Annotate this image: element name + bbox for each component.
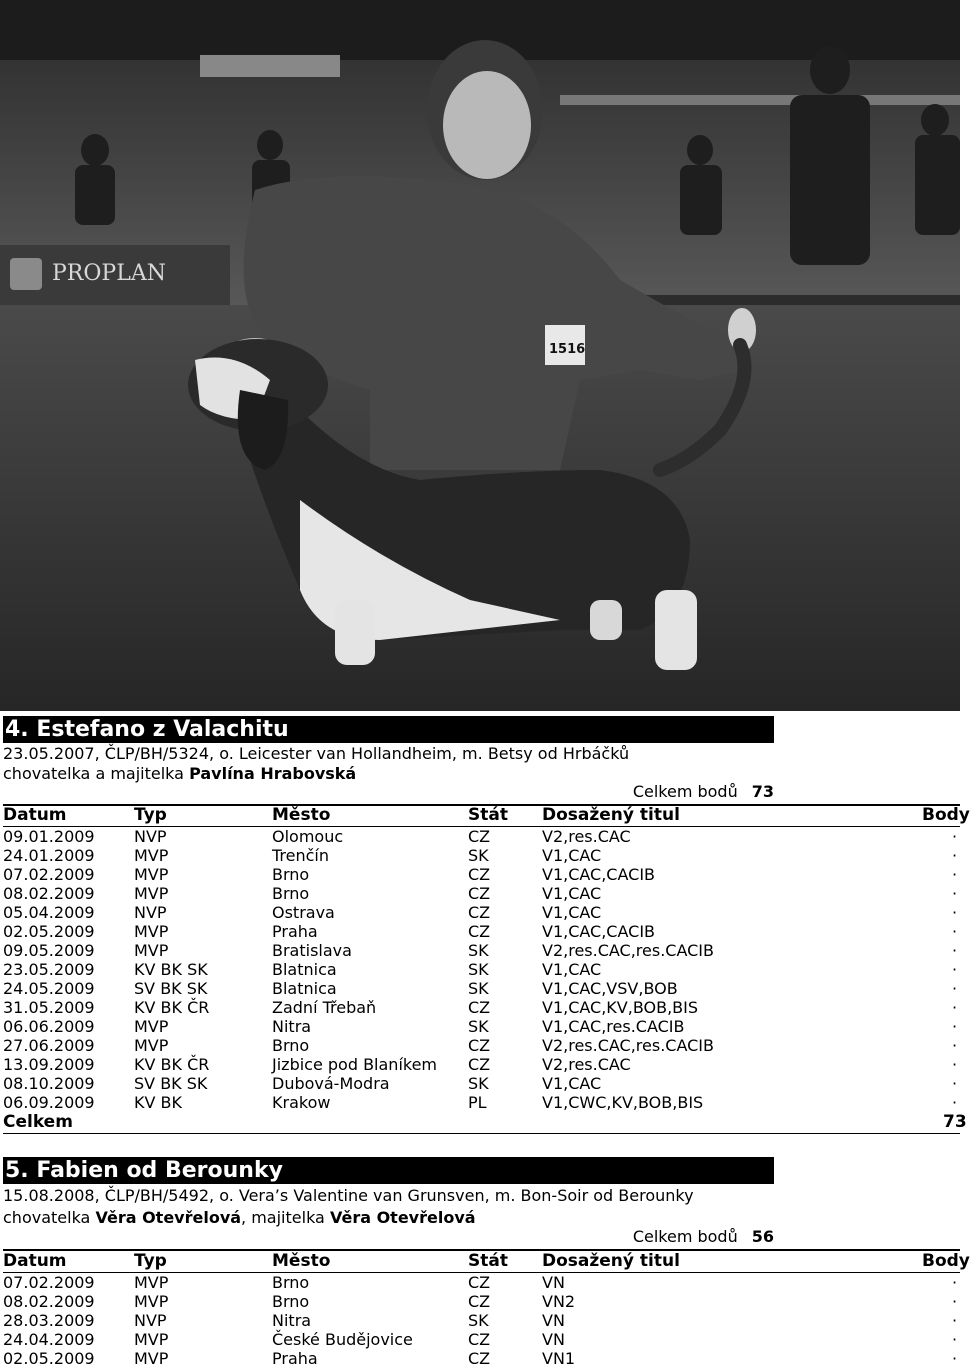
sum-row bbox=[0, 1112, 967, 1132]
cell-mesto: Trenčín bbox=[272, 846, 330, 865]
cell-mesto: Nitra bbox=[272, 1017, 312, 1036]
table-row bbox=[0, 998, 960, 1017]
cell-body-cut: · bbox=[952, 1311, 958, 1330]
cell-mesto: Blatnica bbox=[272, 979, 337, 998]
col-header-datum: Datum bbox=[3, 1251, 67, 1271]
cell-stat: CZ bbox=[468, 1036, 491, 1055]
cell-titul: V1,CAC bbox=[542, 960, 602, 979]
table-row bbox=[0, 1036, 960, 1055]
entry-title: 5. Fabien od Berounky bbox=[3, 1157, 774, 1184]
cell-titul: V1,CAC bbox=[542, 884, 602, 903]
cell-mesto: Ostrava bbox=[272, 903, 335, 922]
cell-body-cut: · bbox=[952, 827, 958, 846]
cell-mesto: Dubová-Modra bbox=[272, 1074, 390, 1093]
cell-titul: V2,res.CAC,res.CACIB bbox=[542, 1036, 714, 1055]
cell-titul: VN bbox=[542, 1273, 565, 1292]
cell-body-cut: · bbox=[952, 979, 958, 998]
cell-stat: SK bbox=[468, 1017, 489, 1036]
cell-mesto: Brno bbox=[272, 1292, 310, 1311]
entry-title: 4. Estefano z Valachitu bbox=[3, 716, 774, 743]
sum-label: Celkem bbox=[3, 1112, 73, 1132]
cell-mesto: Nitra bbox=[272, 1311, 312, 1330]
cell-titul: VN bbox=[542, 1330, 565, 1349]
cell-typ: MVP bbox=[134, 1273, 169, 1292]
table-row bbox=[0, 827, 960, 846]
entry-info bbox=[3, 744, 629, 764]
cell-typ: NVP bbox=[134, 1311, 167, 1330]
cell-titul: V2,res.CAC bbox=[542, 827, 631, 846]
entry-info bbox=[3, 1186, 694, 1206]
cell-body-cut: · bbox=[952, 1093, 958, 1112]
cell-stat: SK bbox=[468, 846, 489, 865]
col-header-typ: Typ bbox=[134, 1251, 167, 1271]
cell-mesto: Brno bbox=[272, 1273, 310, 1292]
sum-bottom-rule bbox=[3, 1133, 960, 1134]
cell-datum: 08.02.2009 bbox=[3, 1292, 95, 1311]
cell-titul: V1,CAC,VSV,BOB bbox=[542, 979, 678, 998]
cell-body-cut: · bbox=[952, 1330, 958, 1349]
cell-titul: V1,CAC bbox=[542, 846, 602, 865]
cell-mesto: Jizbice pod Blaníkem bbox=[272, 1055, 438, 1074]
cell-datum: 24.04.2009 bbox=[3, 1330, 95, 1349]
table-row bbox=[0, 1017, 960, 1036]
cell-mesto: Praha bbox=[272, 922, 318, 941]
cell-stat: CZ bbox=[468, 922, 491, 941]
table-row bbox=[0, 960, 960, 979]
cell-datum: 23.05.2009 bbox=[3, 960, 95, 979]
cell-body-cut: · bbox=[952, 1074, 958, 1093]
table-row bbox=[0, 1074, 960, 1093]
cell-datum: 06.09.2009 bbox=[3, 1093, 95, 1112]
owner-name: Věra Otevřelová bbox=[329, 1208, 476, 1227]
table-header bbox=[0, 1251, 970, 1271]
cell-typ: KV BK SK bbox=[134, 960, 208, 979]
cell-stat: PL bbox=[468, 1093, 487, 1112]
cell-stat: SK bbox=[468, 1311, 489, 1330]
table-row bbox=[0, 903, 960, 922]
breeder-prefix: chovatelka bbox=[3, 1208, 91, 1227]
col-header-typ: Typ bbox=[134, 805, 167, 825]
cell-datum: 09.01.2009 bbox=[3, 827, 95, 846]
cell-titul: V2,res.CAC,res.CACIB bbox=[542, 941, 714, 960]
cell-datum: 09.05.2009 bbox=[3, 941, 95, 960]
pedigree-info: 15.08.2008, ČLP/BH/5492, o. Vera’s Valentine van Grunsven, m. Bon-Soir od Berounky bbox=[3, 1186, 694, 1205]
cell-body-cut: · bbox=[952, 884, 958, 903]
cell-stat: CZ bbox=[468, 1292, 491, 1311]
cell-stat: CZ bbox=[468, 827, 491, 846]
table-row bbox=[0, 979, 960, 998]
cell-body-cut: · bbox=[952, 865, 958, 884]
cell-titul: VN bbox=[542, 1311, 565, 1330]
cell-typ: MVP bbox=[134, 922, 169, 941]
cell-body-cut: · bbox=[952, 1349, 958, 1368]
table-row bbox=[0, 1311, 960, 1330]
breeder-line bbox=[3, 1208, 476, 1228]
cell-datum: 08.02.2009 bbox=[3, 884, 95, 903]
cell-body-cut: · bbox=[952, 998, 958, 1017]
cell-mesto: Krakow bbox=[272, 1093, 331, 1112]
cell-datum: 24.05.2009 bbox=[3, 979, 95, 998]
col-header-mesto: Město bbox=[272, 805, 331, 825]
col-header-datum: Datum bbox=[3, 805, 67, 825]
cell-typ: SV BK SK bbox=[134, 979, 208, 998]
cell-typ: MVP bbox=[134, 846, 169, 865]
cell-titul: V1,CAC,CACIB bbox=[542, 865, 656, 884]
col-header-titul: Dosažený titul bbox=[542, 805, 680, 825]
cell-datum: 07.02.2009 bbox=[3, 865, 95, 884]
cell-stat: SK bbox=[468, 960, 489, 979]
col-header-mesto: Město bbox=[272, 1251, 331, 1271]
cell-titul: V1,CAC bbox=[542, 1074, 602, 1093]
cell-stat: SK bbox=[468, 941, 489, 960]
cell-body-cut: · bbox=[952, 1292, 958, 1311]
cell-mesto: Zadní Třebaň bbox=[272, 998, 377, 1017]
cell-typ: NVP bbox=[134, 903, 167, 922]
cell-stat: CZ bbox=[468, 1273, 491, 1292]
total-points-label: Celkem bodů bbox=[632, 782, 738, 801]
owner-prefix: , majitelka bbox=[241, 1208, 325, 1227]
cell-typ: MVP bbox=[134, 1349, 169, 1368]
cell-mesto: Bratislava bbox=[272, 941, 352, 960]
cell-stat: SK bbox=[468, 1074, 489, 1093]
cell-body-cut: · bbox=[952, 1055, 958, 1074]
cell-stat: CZ bbox=[468, 865, 491, 884]
cell-mesto: Brno bbox=[272, 884, 310, 903]
sum-value: 73 bbox=[943, 1112, 967, 1132]
cell-body-cut: · bbox=[952, 1036, 958, 1055]
breeder-line bbox=[3, 764, 356, 784]
cell-stat: CZ bbox=[468, 1055, 491, 1074]
cell-body-cut: · bbox=[952, 1017, 958, 1036]
breeder-name: Pavlína Hrabovská bbox=[189, 764, 357, 783]
cell-body-cut: · bbox=[952, 941, 958, 960]
cell-stat: CZ bbox=[468, 884, 491, 903]
cell-typ: KV BK ČR bbox=[134, 1055, 210, 1074]
cell-titul: V1,CAC,CACIB bbox=[542, 922, 656, 941]
cell-datum: 27.06.2009 bbox=[3, 1036, 95, 1055]
breeder-name: Věra Otevřelová bbox=[95, 1208, 242, 1227]
cell-stat: CZ bbox=[468, 903, 491, 922]
cell-body-cut: · bbox=[952, 903, 958, 922]
col-header-body: Body bbox=[922, 805, 970, 825]
cell-stat: CZ bbox=[468, 998, 491, 1017]
table-row bbox=[0, 1273, 960, 1292]
cell-titul: VN2 bbox=[542, 1292, 576, 1311]
cell-datum: 06.06.2009 bbox=[3, 1017, 95, 1036]
table-row bbox=[0, 922, 960, 941]
col-header-titul: Dosažený titul bbox=[542, 1251, 680, 1271]
cell-typ: MVP bbox=[134, 1036, 169, 1055]
table-row bbox=[0, 1093, 960, 1112]
cell-datum: 02.05.2009 bbox=[3, 1349, 95, 1368]
total-points bbox=[633, 1227, 774, 1247]
table-row bbox=[0, 941, 960, 960]
table-row bbox=[0, 865, 960, 884]
cell-datum: 05.04.2009 bbox=[3, 903, 95, 922]
cell-typ: MVP bbox=[134, 1017, 169, 1036]
total-points-value: 73 bbox=[751, 782, 774, 801]
cell-datum: 24.01.2009 bbox=[3, 846, 95, 865]
cell-titul: V1,CWC,KV,BOB,BIS bbox=[542, 1093, 704, 1112]
cell-mesto: Praha bbox=[272, 1349, 318, 1368]
cell-mesto: Olomouc bbox=[272, 827, 344, 846]
table-row bbox=[0, 884, 960, 903]
cell-body-cut: · bbox=[952, 922, 958, 941]
cell-typ: KV BK ČR bbox=[134, 998, 210, 1017]
total-points-label: Celkem bodů bbox=[632, 1227, 738, 1246]
table-row bbox=[0, 1292, 960, 1311]
cell-body-cut: · bbox=[952, 960, 958, 979]
cell-typ: SV BK SK bbox=[134, 1074, 208, 1093]
cell-body-cut: · bbox=[952, 846, 958, 865]
cell-titul: V1,CAC,KV,BOB,BIS bbox=[542, 998, 699, 1017]
cell-titul: V1,CAC,res.CACIB bbox=[542, 1017, 685, 1036]
col-header-body: Body bbox=[922, 1251, 970, 1271]
pedigree-info: 23.05.2007, ČLP/BH/5324, o. Leicester van Hollandheim, m. Betsy od Hrbáčků bbox=[3, 744, 630, 763]
cell-titul: V1,CAC bbox=[542, 903, 602, 922]
cell-datum: 31.05.2009 bbox=[3, 998, 95, 1017]
total-points-value: 56 bbox=[751, 1227, 774, 1246]
cell-datum: 13.09.2009 bbox=[3, 1055, 95, 1074]
cell-datum: 08.10.2009 bbox=[3, 1074, 95, 1093]
cell-stat: SK bbox=[468, 979, 489, 998]
cell-mesto: Brno bbox=[272, 1036, 310, 1055]
cell-typ: KV BK bbox=[134, 1093, 182, 1112]
cell-mesto: Blatnica bbox=[272, 960, 337, 979]
table-row bbox=[0, 1055, 960, 1074]
breeder-prefix: chovatelka a majitelka bbox=[3, 764, 184, 783]
table-row bbox=[0, 1349, 960, 1368]
table-row bbox=[0, 1330, 960, 1349]
cell-datum: 02.05.2009 bbox=[3, 922, 95, 941]
cell-stat: CZ bbox=[468, 1330, 491, 1349]
cell-typ: MVP bbox=[134, 941, 169, 960]
cell-typ: MVP bbox=[134, 1292, 169, 1311]
cell-titul: V2,res.CAC bbox=[542, 1055, 631, 1074]
cell-typ: MVP bbox=[134, 884, 169, 903]
col-header-stat: Stát bbox=[468, 1251, 508, 1271]
svg-text:1516: 1516 bbox=[549, 342, 586, 357]
cell-typ: NVP bbox=[134, 827, 167, 846]
cell-body-cut: · bbox=[952, 1273, 958, 1292]
table-header bbox=[0, 805, 970, 825]
cell-typ: MVP bbox=[134, 1330, 169, 1349]
table-row bbox=[0, 846, 960, 865]
cell-typ: MVP bbox=[134, 865, 169, 884]
cell-titul: VN1 bbox=[542, 1349, 576, 1368]
cell-mesto: České Budějovice bbox=[272, 1330, 413, 1349]
cell-stat: CZ bbox=[468, 1349, 491, 1368]
total-points bbox=[633, 782, 774, 802]
svg-text:PROPLAN: PROPLAN bbox=[52, 261, 166, 286]
cell-datum: 07.02.2009 bbox=[3, 1273, 95, 1292]
col-header-stat: Stát bbox=[468, 805, 508, 825]
cell-datum: 28.03.2009 bbox=[3, 1311, 95, 1330]
cell-mesto: Brno bbox=[272, 865, 310, 884]
